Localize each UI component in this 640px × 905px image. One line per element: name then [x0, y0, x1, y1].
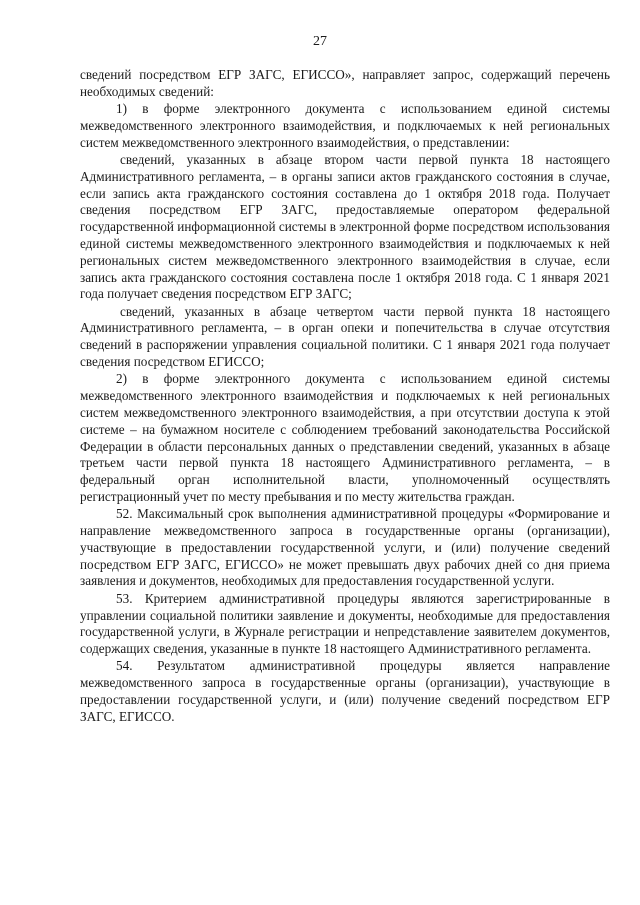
- document-body: [80, 67, 610, 726]
- paragraph-53: 53. Критерием административной процедуры являются зарегистрированные в управлении социальной политики заявление и документы, необходимые для предоставления государственной услуги, в Журнале регистрации и непредставление заявителем документов, содержащих сведения, указанные в пункте 18 настоящего Административного регламента.: [80, 590, 610, 657]
- paragraph-subitem-guardianship: сведений, указанных в абзаце четвертом части первой пункта 18 настоящего Административного регламента, – в орган опеки и попечительства в случае отсутствия сведений в распоряжении управления социальной политики. С 1 января 2021 года получает сведения посредством ЕГИССО;: [80, 303, 610, 370]
- paragraph-item-1: 1) в форме электронного документа с использованием единой системы межведомственного электронного взаимодействия, и подключаемых к ней региональных систем межведомственного электронного взаимодействия, о представлении:: [80, 101, 610, 150]
- paragraph-52: 52. Максимальный срок выполнения административной процедуры «Формирование и направление межведомственного запроса в государственные органы (организации), участвующие в предоставлении государственной услуги, и (или) получение сведений посредством ЕГР ЗАГС, ЕГИССО» не может превышать двух рабочих дней со дня приема заявления и документов, необходимых для предоставления государственной услуги.: [80, 506, 610, 589]
- page-number: 27: [313, 34, 327, 49]
- paragraph-item-2: 2) в форме электронного документа с использованием единой системы межведомственного электронного взаимодействия и подключаемых к ней региональных систем межведомственного электронного взаимодействия, а при отсутствии доступа к этой системе – на бумажном носителе с соблюдением требований законодательства Российской Федерации в области персональных данных о представлении сведений, указанных в абзаце третьем части первой пункта 18 настоящего Административного регламента, – в федеральный орган исполнительной власти, уполномоченный осуществлять регистрационный учет по месту пребывания и по месту жительства граждан.: [80, 371, 610, 504]
- paragraph-continuation: сведений посредством ЕГР ЗАГС, ЕГИССО», направляет запрос, содержащий перечень необходимых сведений:: [80, 67, 610, 99]
- paragraph-subitem-zags: сведений, указанных в абзаце втором части первой пункта 18 настоящего Административного регламента, – в органы записи актов гражданского состояния в случае, если запись акта гражданского состояния составлена до 1 октября 2018 года. Получает сведения посредством ЕГР ЗАГС, предоставляемые оператором федеральной государственной информационной системы в электронной форме посредством использования единой системы межведомственного электронного взаимодействия и подключаемых к ней региональных систем межведомственного электронного взаимодействия в случае, если запись акта гражданского состояния составлена после 1 октября 2018 года. С 1 января 2021 года получает сведения посредством ЕГР ЗАГС;: [80, 151, 610, 302]
- paragraph-54: 54. Результатом административной процедуры является направление межведомственного запроса в государственные органы (организации), участвующие в предоставлении государственной услуги, и (или) получение сведений посредством ЕГР ЗАГС, ЕГИССО.: [80, 658, 610, 724]
